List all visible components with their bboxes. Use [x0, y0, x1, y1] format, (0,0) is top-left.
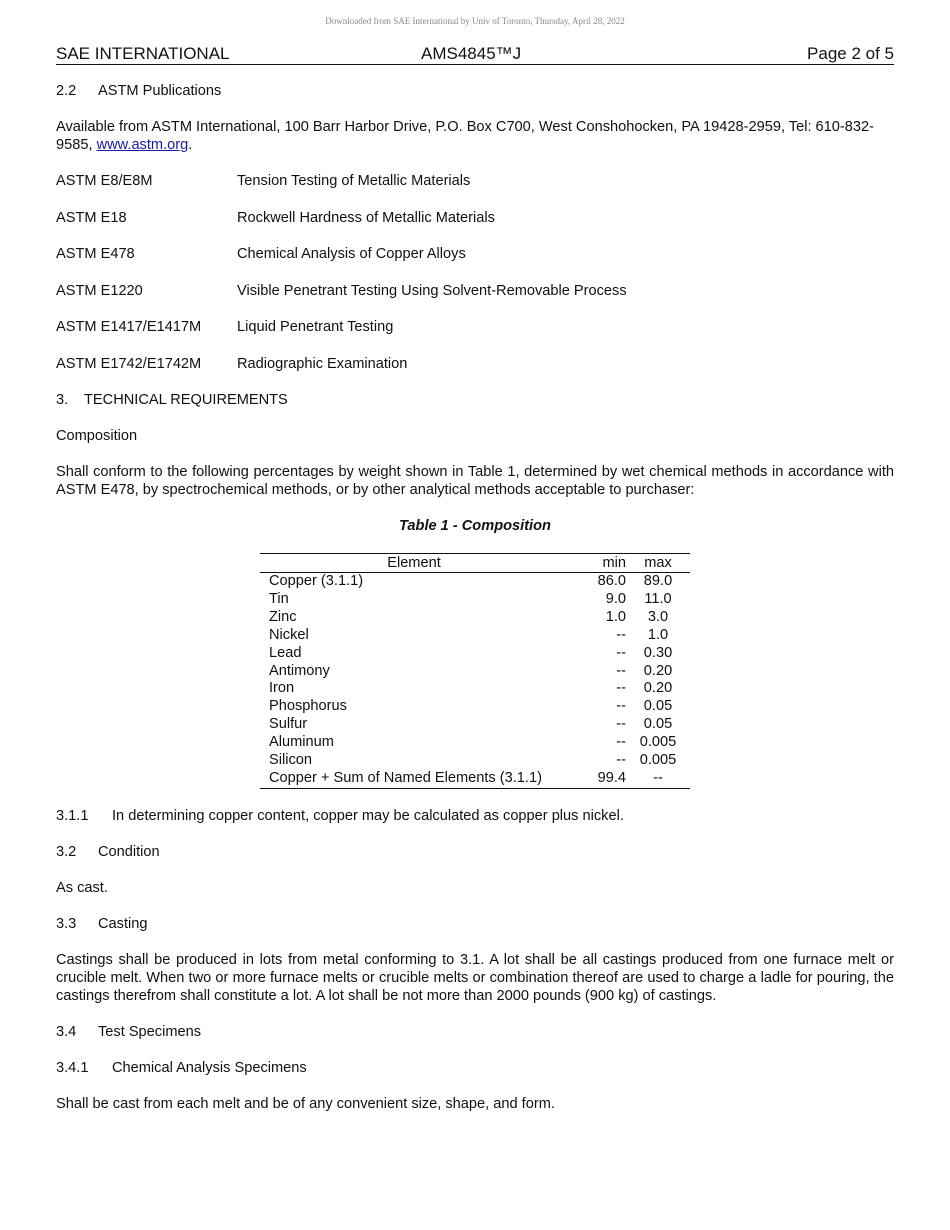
header-page-number: Page 2 of 5 — [807, 44, 894, 63]
section-3-1-1-paragraph — [56, 807, 894, 825]
cell-min: -- — [616, 716, 626, 733]
header-min: min — [568, 554, 626, 573]
cell-element: Sulfur — [269, 716, 308, 733]
cell-element: Silicon — [269, 752, 312, 769]
download-watermark: Downloaded from SAE International by Univ of Toronto, Thursday, April 28, 2022 — [325, 16, 625, 26]
document-body — [56, 82, 894, 1131]
condition-paragraph: As cast. — [56, 879, 108, 896]
cell-max: 0.20 — [643, 680, 673, 697]
reference-title: Chemical Analysis of Copper Alloys — [237, 246, 466, 262]
section-number: 3.4.1 — [56, 1059, 89, 1076]
reference-item — [56, 282, 894, 300]
cell-max: 0.20 — [643, 662, 673, 679]
composition-table — [260, 553, 690, 789]
section-2-2-heading — [56, 82, 894, 100]
reference-code: ASTM E8/E8M — [56, 173, 153, 189]
section-3-4-heading — [56, 1023, 894, 1041]
reference-title: Rockwell Hardness of Metallic Materials — [237, 209, 495, 226]
cell-element: Tin — [269, 590, 289, 607]
section-3-3-heading — [56, 915, 894, 933]
reference-item — [56, 209, 894, 227]
reference-list — [56, 172, 894, 373]
table-header-row — [260, 554, 690, 573]
cell-element: Lead — [269, 644, 302, 661]
table-caption: Table 1 - Composition — [399, 518, 551, 534]
cell-element: Antimony — [269, 662, 330, 679]
reference-title: Liquid Penetrant Testing — [237, 319, 394, 335]
cell-max: 11.0 — [644, 590, 672, 607]
composition-heading: Composition — [56, 428, 138, 444]
reference-code: ASTM E1742/E1742M — [56, 355, 202, 372]
cell-element: Aluminum — [269, 734, 334, 751]
cell-min: -- — [616, 626, 626, 643]
cell-min: 1.0 — [605, 608, 626, 625]
cell-element: Copper (3.1.1) — [269, 573, 364, 589]
table-row — [260, 770, 690, 788]
table-row — [260, 752, 690, 770]
section-number: 3.3 — [56, 915, 77, 932]
header-element: Element — [260, 554, 568, 573]
astm-availability-paragraph — [56, 118, 894, 154]
cell-max: 1.0 — [647, 626, 669, 643]
reference-item — [56, 355, 894, 373]
availability-end: . — [188, 137, 193, 153]
section-3-4-1-heading — [56, 1059, 894, 1077]
section-title: ASTM Publications — [98, 83, 222, 99]
table-row — [260, 716, 690, 734]
section-number: 3. — [56, 392, 69, 408]
cell-min: -- — [616, 752, 626, 769]
cell-min: -- — [616, 698, 626, 715]
section-title: Chemical Analysis Specimens — [112, 1059, 307, 1076]
cell-min: 99.4 — [568, 770, 626, 788]
availability-text: Available from ASTM International, 100 Barr Harbor Drive, P.O. Box C700, West Conshohocken, PA 19428-2959, Tel: 610-832-9585, — [56, 119, 874, 153]
section-number: 3.1.1 — [56, 807, 89, 824]
section-title: Condition — [98, 843, 160, 860]
section-title: Casting — [98, 915, 148, 932]
cell-max: -- — [626, 770, 690, 788]
cell-min: -- — [616, 734, 626, 751]
header-org: SAE INTERNATIONAL — [56, 44, 230, 63]
cell-min: 9.0 — [605, 590, 626, 607]
table-row — [260, 627, 690, 645]
cell-min: 86.0 — [597, 573, 626, 589]
astm-website-link[interactable]: www.astm.org — [96, 137, 189, 153]
section-number: 2.2 — [56, 83, 77, 99]
cell-element: Copper + Sum of Named Elements (3.1.1) — [260, 770, 568, 788]
header-doc-number: AMS4845™J — [421, 44, 522, 63]
reference-code: ASTM E478 — [56, 246, 135, 262]
section-3-heading — [56, 391, 894, 409]
cell-max: 0.005 — [639, 734, 677, 751]
reference-code: ASTM E1220 — [56, 282, 143, 299]
section-title: Test Specimens — [98, 1023, 202, 1040]
cell-max: 0.05 — [643, 716, 673, 733]
section-number: 3.4 — [56, 1023, 77, 1040]
reference-code: ASTM E1417/E1417M — [56, 319, 202, 335]
cell-max: 0.30 — [643, 644, 673, 661]
casting-paragraph: Castings shall be produced in lots from metal conforming to 3.1. A lot shall be all castings produced from one furnace melt or crucible melt. When two or more furnace melts or crucible melts or combination thereof are used to charge a ladle for pouring, the castings therefrom shall constitute a lot. A lot shall be not more than 2000 pounds (900 kg) of castings. — [56, 951, 894, 1004]
composition-paragraph: Shall conform to the following percentages by weight shown in Table 1, determined by wet chemical methods in accordance with ASTM E478, by spectrochemical methods, or by other analytical methods acceptable to purchaser: — [56, 464, 894, 498]
cell-max: 0.005 — [639, 752, 677, 769]
section-title: TECHNICAL REQUIREMENTS — [84, 392, 288, 408]
cell-max: 89.0 — [643, 573, 673, 589]
table-row — [260, 680, 690, 698]
section-number: 3.2 — [56, 843, 77, 860]
cell-element: Phosphorus — [269, 698, 347, 715]
reference-title: Radiographic Examination — [237, 355, 408, 372]
reference-title: Tension Testing of Metallic Materials — [237, 173, 471, 189]
chemical-specimens-paragraph: Shall be cast from each melt and be of any convenient size, shape, and form. — [56, 1095, 555, 1112]
cell-element: Nickel — [269, 626, 309, 643]
cell-min: -- — [616, 662, 626, 679]
reference-item — [56, 318, 894, 336]
table-row — [260, 734, 690, 752]
table-row — [260, 698, 690, 716]
header-max: max — [626, 554, 690, 573]
reference-item — [56, 245, 894, 263]
section-text: In determining copper content, copper may be calculated as copper plus nickel. — [112, 807, 624, 824]
table-row — [260, 591, 690, 609]
cell-min: -- — [616, 644, 626, 661]
table-row — [260, 573, 690, 591]
cell-element: Zinc — [269, 608, 297, 625]
page-header — [56, 44, 894, 65]
cell-element: Iron — [269, 680, 295, 697]
section-3-2-heading — [56, 843, 894, 861]
reference-item — [56, 172, 894, 190]
cell-max: 0.05 — [643, 698, 673, 715]
table-row — [260, 663, 690, 681]
reference-code: ASTM E18 — [56, 209, 127, 226]
table-row — [260, 645, 690, 663]
cell-max: 3.0 — [647, 608, 669, 625]
reference-title: Visible Penetrant Testing Using Solvent-Removable Process — [237, 282, 627, 299]
cell-min: -- — [616, 680, 626, 697]
table-row — [260, 609, 690, 627]
